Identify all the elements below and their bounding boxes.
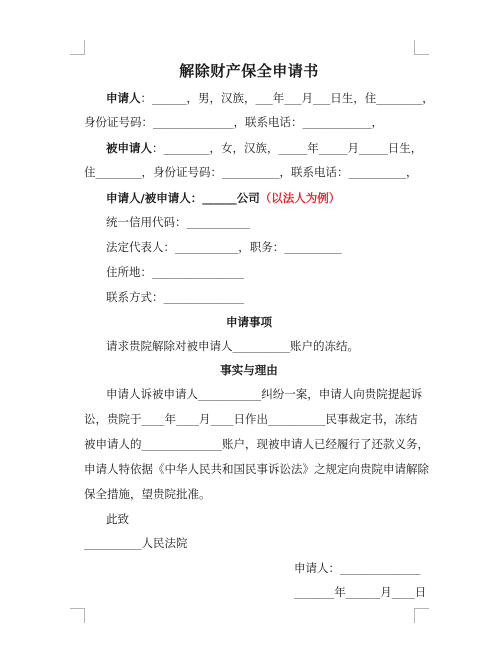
facts-line-2: 讼，贵院于____年____月____日作出__________民事裁定书，冻结 bbox=[84, 412, 418, 426]
crop-mark-bottom-left bbox=[70, 608, 85, 623]
facts-line-4: 申请人特依据《中华人民共和国民事诉讼法》之规定向贵院申请解除 bbox=[84, 462, 429, 476]
crop-mark-top-right bbox=[414, 40, 429, 55]
applicant-details: ：______，男，汉族，___年___月___日生，住________， bbox=[140, 91, 434, 105]
corp-note: （以法人为例） bbox=[259, 191, 341, 205]
applicant-line-2: 身份证号码：______________，联系电话：____________， bbox=[84, 115, 383, 129]
facts-line-5: 保全措施，望贵院批准。 bbox=[84, 487, 211, 501]
request-heading: 申请事项 bbox=[226, 315, 272, 329]
respondent-line-2: 住________，身份证号码：__________，联系电话：__________， bbox=[84, 165, 418, 179]
contact-line: 联系方式：______________ bbox=[106, 290, 244, 304]
court-line: __________人民法院 bbox=[84, 536, 188, 550]
corp-party-label: 申请人/被申请人：______公司 bbox=[106, 191, 260, 205]
respondent-label: 被申请人 bbox=[106, 141, 152, 155]
facts-line-3: 被申请人的______________账户，现被申请人已经履行了还款义务， bbox=[84, 437, 429, 451]
respondent-details: ：________，女，汉族，_____年_____月_____日生， bbox=[152, 141, 423, 155]
address-line: 住所地：________________ bbox=[106, 265, 244, 279]
credit-code-line: 统一信用代码：___________ bbox=[106, 215, 250, 229]
date-line: _______年______月____日 bbox=[294, 585, 427, 599]
salutation: 此致 bbox=[106, 512, 129, 526]
respondent-line-1 bbox=[106, 140, 446, 156]
applicant-line-1 bbox=[106, 90, 446, 106]
corp-party-line bbox=[106, 190, 446, 206]
crop-mark-top-left bbox=[70, 40, 85, 55]
document-title: 解除财产保全申请书 bbox=[179, 62, 319, 80]
request-text: 请求贵院解除对被申请人__________账户的冻结。 bbox=[106, 339, 359, 353]
facts-heading: 事实与理由 bbox=[220, 363, 278, 377]
crop-mark-bottom-right bbox=[414, 608, 429, 623]
signature-line: 申请人：______________ bbox=[294, 561, 421, 575]
facts-line-1: 申请人诉被申请人___________纠纷一案，申请人向贵院提起诉 bbox=[106, 387, 423, 401]
legal-rep-line: 法定代表人：___________，职务：__________ bbox=[106, 240, 342, 254]
applicant-label: 申请人 bbox=[106, 91, 141, 105]
document-page bbox=[84, 54, 434, 599]
